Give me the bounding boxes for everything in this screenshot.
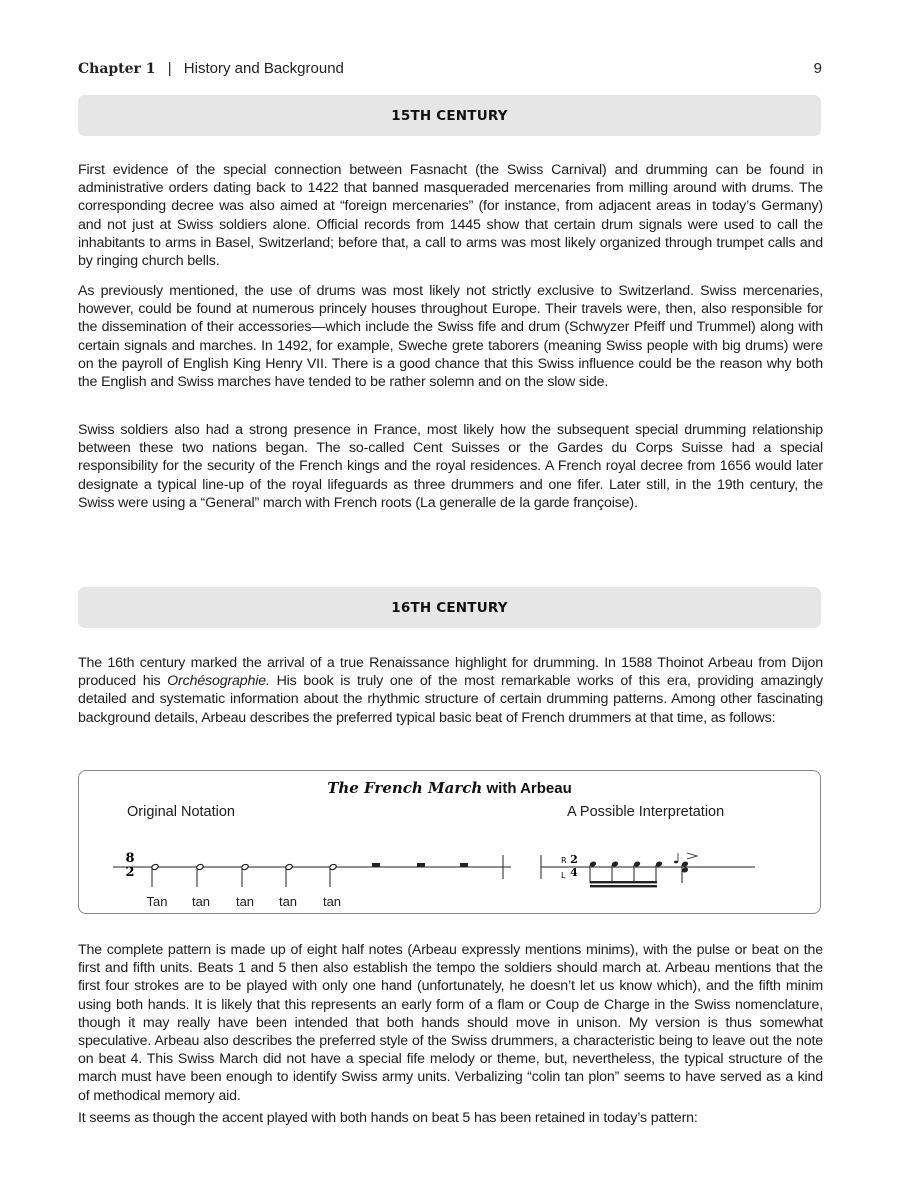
intro-text-before: The 16th century marked the arrival of a true Renaissance highlight for drumming. In 1588 Thoinot Arbeau from Dijon produced his <box>78 655 823 690</box>
half-note <box>329 864 337 887</box>
music-title-rest: with Arbeau <box>486 780 572 797</box>
chapter-title: History and Background <box>183 60 344 77</box>
right-timesig-bottom: 4 <box>570 866 578 879</box>
half-note <box>241 864 249 887</box>
syllable-tan: tan <box>191 894 211 909</box>
paragraph-15th-1: First evidence of the special connection between Fasnacht (the Swiss Carnival) and drumming can be found in administrative orders dating back to 1422 that banned masqueraded mercenaries from milling around with drums. The corresponding decree was also aimed at “foreign mercenaries” (for instance, from adjacent areas in today’s Germany) and not just at Swiss soldiers alone. Official records from 1445 show that certain drum signals were used to call the inhabitants to arms in Basel, Switzerland; before that, a call to arms was most likely organized through trumpet calls and by ringing church bells. <box>78 162 823 270</box>
half-rest <box>460 863 468 867</box>
section-heading-15th: 15TH CENTURY <box>78 95 821 136</box>
sixteenth-note-group <box>589 861 663 888</box>
left-timesig-top: 8 <box>125 851 135 866</box>
chapter-label: Chapter 1 <box>78 61 156 77</box>
book-title: Orchésographie. <box>167 673 270 690</box>
right-timesig-top: 2 <box>570 853 578 866</box>
paragraph-16th-3: It seems as though the accent played with both hands on beat 5 has been retained in today’s pattern: <box>78 1110 698 1126</box>
hand-label-left: L <box>561 871 566 880</box>
music-title-gothic: The French March <box>327 779 483 797</box>
original-notation-label: Original Notation <box>127 804 235 820</box>
syllable-tan: tan <box>235 894 255 909</box>
half-rest <box>372 863 380 867</box>
half-rest <box>417 863 425 867</box>
paragraph-16th-2: The complete pattern is made up of eight half notes (Arbeau expressly mentions minims), with the pulse or beat on the first and fifth units. Beats 1 and 5 then also establish the tempo the soldiers should march at. Arbeau mentions that the first four strokes are to be played with only one hand (unfortunately, he doesn’t let us know which), and the fifth minim using both hands. It is likely that this represents an early form of a flam or Coup de Charge in the Swiss nomenclature, though it may really have been intended that both hands should move in unison. My version is thus somewhat speculative. Arbeau also describes the preferred style of the Swiss drummers, a characteristic being to leave out the note on beat 4. This Swiss March did not have a special fife melody or theme, but, nevertheless, the typical structure of the march must have been enough to identify Swiss army units. Verbalizing “colin tan plon” seems to have served as a kind of methodical memory aid. <box>78 942 823 1104</box>
left-timesig-bottom: 2 <box>125 865 135 880</box>
paragraph-16th-intro <box>78 654 823 727</box>
page-header <box>78 60 822 82</box>
accented-flam-note <box>674 853 697 883</box>
syllable-tan: Tan <box>146 894 168 909</box>
half-note <box>285 864 293 887</box>
half-note <box>196 864 204 887</box>
interpretation-label: A Possible Interpretation <box>567 804 725 820</box>
page-number: 9 <box>813 60 822 77</box>
hand-label-right: R <box>561 856 567 865</box>
syllable-tan: tan <box>278 894 298 909</box>
syllable-tan: tan <box>322 894 342 909</box>
music-example-box <box>78 770 821 914</box>
half-note <box>151 864 159 887</box>
paragraph-15th-3: Swiss soldiers also had a strong presence in France, most likely how the subsequent special drumming relationship between these two nations began. The so-called Cent Suisses or the Gardes du Corps Suisse had a special responsibility for the security of the French kings and the royal residences. A French royal decree from 1656 would later designate a typical line-up of the royal lifeguards as three drummers and one fifer. Later still, in the 19th century, the Swiss were using a “General” march with French roots (La generalle de la garde françoise). <box>78 422 823 511</box>
section-heading-16th: 16TH CENTURY <box>78 587 821 628</box>
paragraph-15th-2: As previously mentioned, the use of drums was most likely not strictly exclusive to Switzerland. Swiss mercenaries, however, could be found at numerous princely houses throughout Europe. Their travels were, then, also responsible for the dissemination of their accessories—which include the Swiss fife and drum (Schwyzer Pfeiff und Trummel) along with certain signals and marches. In 1492, for example, Sweche grete taborers (meaning Swiss people with big drums) were on the payroll of English King Henry VII. There is a good chance that this Swiss influence could be the reason why both the English and Swiss marches have tended to be rather solemn and on the slow side. <box>78 283 823 391</box>
intro-text-after: His book is truly one of the most remarkable works of this era, providing amazingly detailed and systematic information about the rhythmic structure of certain drumming patterns. Among other fascinating background details, Arbeau describes the preferred typical basic beat of French drummers at that time, as follows: <box>78 673 823 726</box>
header-separator: | <box>167 60 172 77</box>
